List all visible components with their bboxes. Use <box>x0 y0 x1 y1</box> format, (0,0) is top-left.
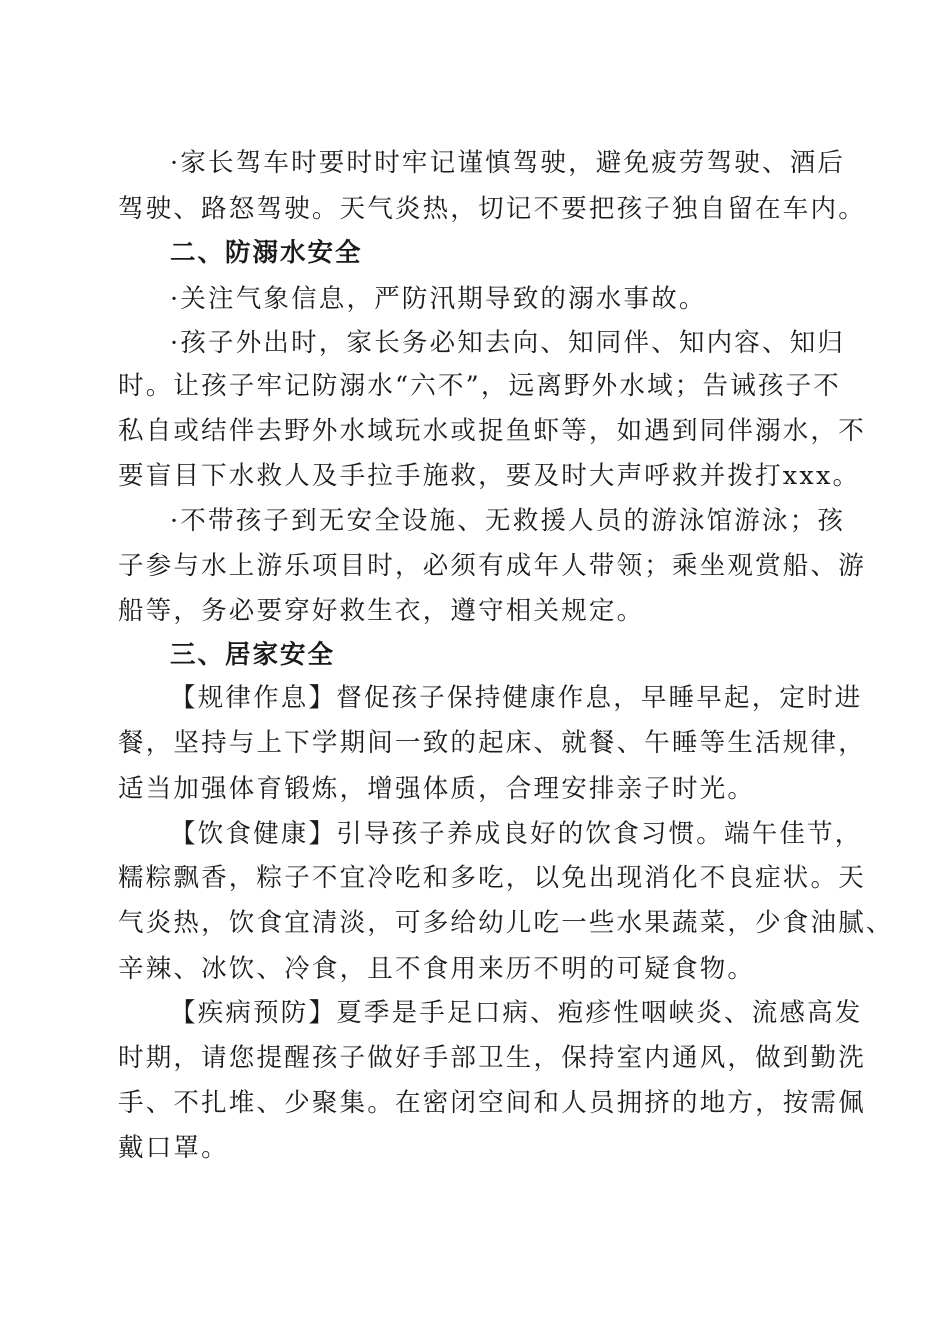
paragraph-line: 私自或结伴去野外水域玩水或捉鱼虾等，如遇到同伴溺水，不 <box>118 416 866 446</box>
paragraph-line: 时。让孩子牢记防溺水“六不”，远离野外水域；告诫孩子不 <box>118 371 841 401</box>
paragraph-line: 手、不扎堆、少聚集。在密闭空间和人员拥挤的地方，按需佩 <box>118 1088 866 1118</box>
paragraph-line: ·不带孩子到无安全设施、无救援人员的游泳馆游泳；孩 <box>170 506 846 536</box>
paragraph-line: ·孩子外出时，家长务必知去向、知同伴、知内容、知归 <box>170 328 846 358</box>
paragraph-line: 【疾病预防】夏季是手足口病、疱疹性咽峡炎、流感高发 <box>170 998 863 1028</box>
paragraph-line: 适当加强体育锻炼，增强体质，合理安排亲子时光。 <box>118 774 756 804</box>
paragraph-line: 戴口罩。 <box>118 1133 229 1163</box>
section-heading-home-safety: 三、居家安全 <box>170 640 336 670</box>
paragraph-line: 【饮食健康】引导孩子养成良好的饮食习惯。端午佳节， <box>170 819 863 849</box>
paragraph-line: 子参与水上游乐项目时，必须有成年人带领；乘坐观赏船、游 <box>118 551 866 581</box>
paragraph-line: 【规律作息】督促孩子保持健康作息，早睡早起，定时进 <box>170 683 863 713</box>
paragraph-line: 辛辣、冰饮、冷食，且不食用来历不明的可疑食物。 <box>118 954 756 984</box>
paragraph-line: ·家长驾车时要时时牢记谨慎驾驶，避免疲劳驾驶、酒后 <box>170 148 846 178</box>
paragraph-line: 糯粽飘香，粽子不宜冷吃和多吃，以免出现消化不良症状。天 <box>118 863 866 893</box>
paragraph-line: 要盲目下水救人及手拉手施救，要及时大声呼救并拨打xxx。 <box>118 461 861 491</box>
paragraph-line: 时期，请您提醒孩子做好手部卫生，保持室内通风，做到勤洗 <box>118 1043 866 1073</box>
paragraph-line: 气炎热，饮食宜清淡，可多给幼儿吃一些水果蔬菜，少食油腻、 <box>118 908 894 938</box>
section-heading-drowning-safety: 二、防溺水安全 <box>170 238 363 268</box>
paragraph-line: 驾驶、路怒驾驶。天气炎热，切记不要把孩子独自留在车内。 <box>118 194 866 224</box>
paragraph-line: 餐，坚持与上下学期间一致的起床、就餐、午睡等生活规律， <box>118 728 866 758</box>
paragraph-line: ·关注气象信息，严防汛期导致的溺水事故。 <box>170 284 707 314</box>
paragraph-line: 船等，务必要穿好救生衣，遵守相关规定。 <box>118 596 645 626</box>
